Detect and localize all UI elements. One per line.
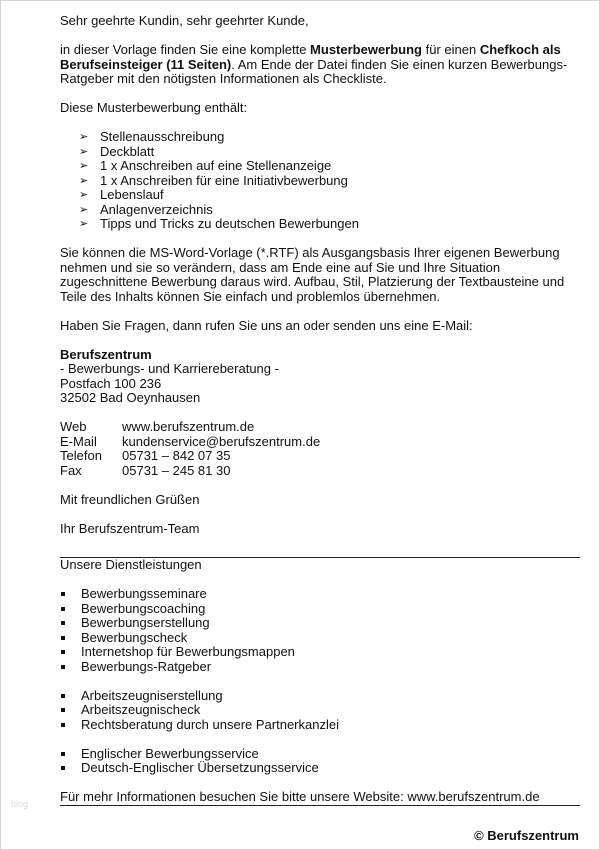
salutation: Sehr geehrte Kundin, sehr geehrter Kunde, bbox=[60, 13, 309, 28]
list-item-label: Tipps und Tricks zu deutschen Bewerbungen bbox=[100, 216, 359, 231]
questions-line: Haben Sie Fragen, dann rufen Sie uns an oder senden uns eine E-Mail: bbox=[60, 317, 473, 333]
square-bullet-icon bbox=[61, 694, 65, 698]
contact-row-fax bbox=[60, 464, 580, 479]
arrow-bullet-icon: ➢ bbox=[79, 160, 89, 172]
square-bullet-icon bbox=[61, 607, 65, 611]
list-item bbox=[60, 703, 580, 718]
arrow-bullet-icon: ➢ bbox=[79, 145, 89, 158]
more-info-line: Für mehr Informationen besuchen Sie bitte unsere Website: www.berufszentrum.de bbox=[60, 789, 540, 804]
list-item bbox=[60, 631, 580, 646]
website-link[interactable]: www.berufszentrum.de bbox=[122, 419, 255, 434]
intro-paragraph bbox=[60, 43, 580, 87]
arrow-bullet-icon: ➢ bbox=[79, 203, 89, 216]
list-item bbox=[60, 602, 580, 617]
services-list-3 bbox=[60, 747, 580, 776]
square-bullet-icon bbox=[61, 708, 65, 712]
arrow-bullet-icon: ➢ bbox=[79, 131, 89, 143]
contact-label: E-Mail bbox=[60, 433, 97, 449]
list-item bbox=[60, 761, 580, 776]
square-bullet-icon bbox=[61, 650, 65, 654]
list-item-label: Englischer Bewerbungsservice bbox=[81, 745, 259, 761]
email-link[interactable]: kundenservice@berufszentrum.de bbox=[122, 433, 321, 449]
contact-row-phone bbox=[60, 449, 580, 464]
contact-row-email bbox=[60, 435, 580, 450]
list-item bbox=[60, 616, 580, 631]
list-item-label: 1 x Anschreiben auf eine Stellenanzeige bbox=[100, 158, 332, 173]
divider-bottom bbox=[60, 805, 580, 806]
square-bullet-icon bbox=[61, 665, 65, 669]
services-list-1 bbox=[60, 587, 580, 674]
arrow-bullet-icon: ➢ bbox=[79, 189, 89, 201]
list-item bbox=[60, 203, 580, 218]
contents-heading: Diese Musterbewerbung enthält: bbox=[60, 100, 248, 115]
services-list-2 bbox=[60, 689, 580, 733]
intro-text-2: für einen bbox=[422, 42, 480, 57]
intro-text-1: in dieser Vorlage finden Sie eine komplette bbox=[60, 42, 311, 57]
list-item-label: Deutsch-Englischer Übersetzungsservice bbox=[81, 760, 319, 775]
list-item-label: Internetshop für Bewerbungsmappen bbox=[81, 644, 295, 659]
list-item bbox=[60, 145, 580, 160]
intro-text-3: . Am Ende der Datei finden Sie einen kurzen Bewerbungs-Ratgeber mit den nötigsten Informationen als Checkliste. bbox=[60, 56, 568, 86]
list-item bbox=[60, 174, 580, 189]
closing: Mit freundlichen Grüßen bbox=[60, 491, 200, 507]
services-heading: Unsere Dienstleistungen bbox=[60, 557, 202, 572]
square-bullet-icon bbox=[61, 752, 65, 756]
list-item-label: Bewerbungscoaching bbox=[81, 600, 206, 616]
list-item-label: Bewerbungscheck bbox=[81, 629, 188, 645]
list-item-label: Deckblatt bbox=[100, 143, 155, 159]
fax-number: 05731 – 245 81 30 bbox=[122, 462, 231, 478]
list-item bbox=[60, 159, 580, 174]
company-name-text: Berufszentrum bbox=[60, 346, 152, 362]
company-tagline: - Bewerbungs- und Karriereberatung - bbox=[60, 361, 279, 376]
company-city: 32502 Bad Oeynhausen bbox=[60, 390, 201, 405]
list-item-label: Rechtsberatung durch unsere Partnerkanzlei bbox=[81, 716, 339, 732]
list-item bbox=[60, 660, 580, 675]
square-bullet-icon bbox=[61, 621, 65, 625]
square-bullet-icon bbox=[61, 723, 65, 727]
contact-label: Telefon bbox=[60, 448, 102, 463]
watermark: blog bbox=[11, 799, 29, 809]
list-item bbox=[60, 587, 580, 602]
list-item-label: 1 x Anschreiben für eine Initiativbewerbung bbox=[100, 172, 348, 188]
contact-block bbox=[60, 420, 580, 478]
list-item-label: Anlagenverzeichnis bbox=[100, 201, 213, 217]
contact-row-web bbox=[60, 420, 580, 435]
list-item-label: Arbeitszeugniserstellung bbox=[81, 687, 223, 703]
letter-body bbox=[60, 14, 580, 806]
list-item-label: Bewerbungserstellung bbox=[81, 615, 210, 630]
company-name bbox=[60, 348, 580, 363]
word-template-note: Sie können die MS-Word-Vorlage (*.RTF) als Ausgangsbasis Ihrer eigenen Bewerbung nehmen und sie so verändern, dass am Ende eine auf Sie und Ihre Situation zugeschnittene Bewerbung daraus wird. Aufbau, Stil, Platzierung der Textbausteine und Teile des Inhalts können Sie einfach und problemlos übernehmen. bbox=[60, 245, 565, 304]
list-item-label: Bewerbungsseminare bbox=[81, 586, 207, 601]
copyright-notice: © Berufszentrum bbox=[474, 828, 579, 843]
signature: Ihr Berufszentrum-Team bbox=[60, 520, 200, 536]
list-item bbox=[60, 645, 580, 660]
square-bullet-icon bbox=[61, 766, 65, 770]
arrow-bullet-icon: ➢ bbox=[79, 174, 89, 187]
intro-bold-2: Chefkoch als Berufseinsteiger (11 Seiten) bbox=[60, 42, 561, 72]
square-bullet-icon bbox=[61, 592, 65, 596]
contact-label: Web bbox=[60, 419, 87, 434]
list-item bbox=[60, 747, 580, 762]
list-item bbox=[60, 689, 580, 704]
list-item bbox=[60, 188, 580, 203]
list-item-label: Lebenslauf bbox=[100, 187, 164, 202]
list-item bbox=[60, 217, 580, 232]
list-item bbox=[60, 130, 580, 145]
list-item-label: Stellenausschreibung bbox=[100, 129, 225, 144]
list-item-label: Bewerbungs-Ratgeber bbox=[81, 658, 212, 674]
phone-number: 05731 – 842 07 35 bbox=[122, 448, 231, 463]
company-postbox: Postfach 100 236 bbox=[60, 375, 162, 391]
list-item bbox=[60, 718, 580, 733]
intro-bold-1: Musterbewerbung bbox=[310, 42, 423, 57]
contact-label: Fax bbox=[60, 462, 82, 478]
arrow-bullet-icon: ➢ bbox=[79, 218, 89, 230]
list-item-label: Arbeitszeugnischeck bbox=[81, 702, 201, 717]
contents-list bbox=[60, 130, 580, 232]
square-bullet-icon bbox=[61, 636, 65, 640]
